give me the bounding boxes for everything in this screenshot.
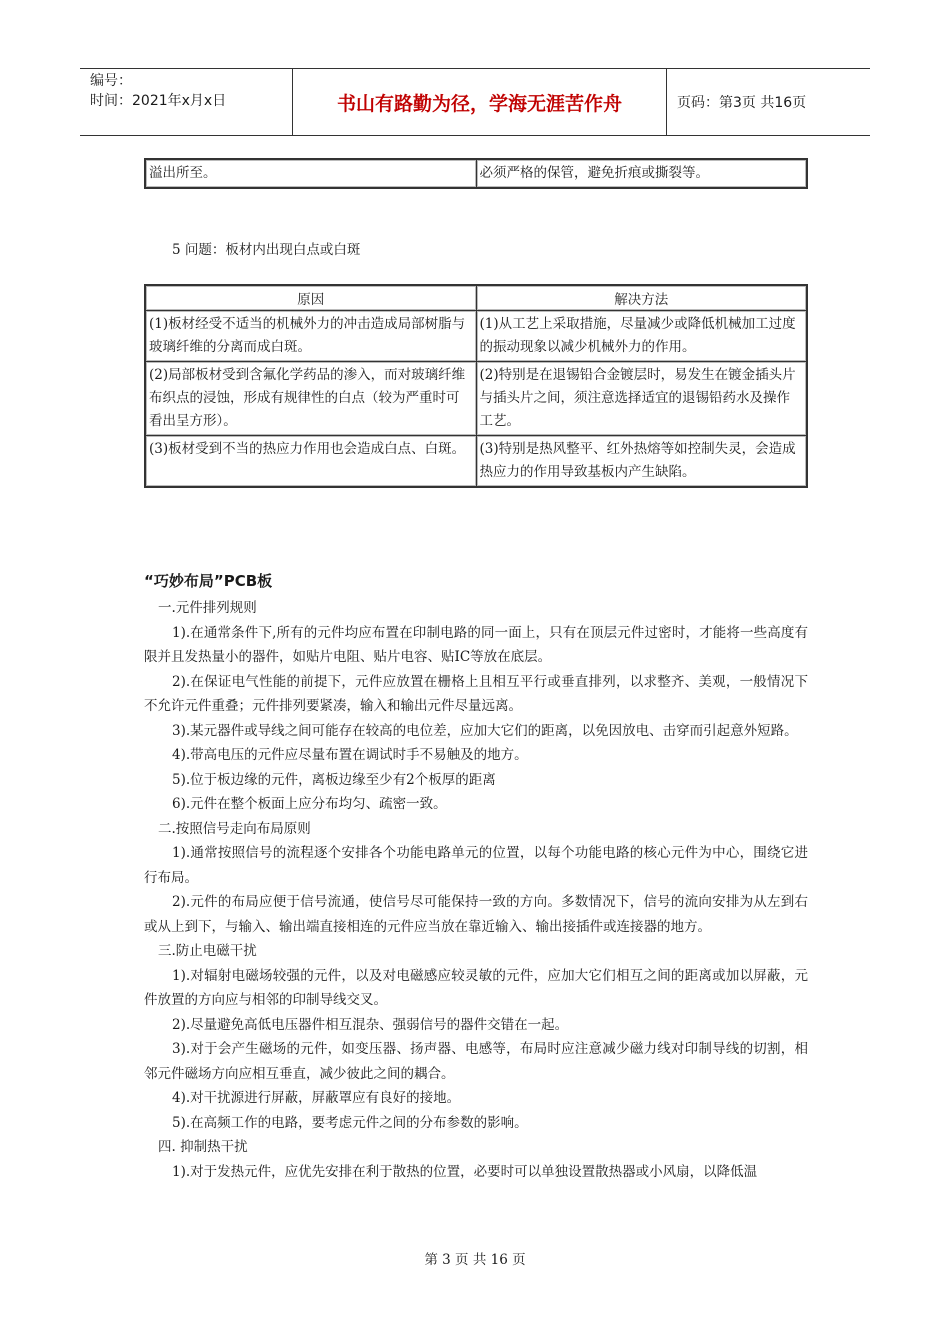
page-header <box>80 68 870 136</box>
header-motto: 书山有路勤为径，学海无涯苦作舟 <box>293 69 667 135</box>
paragraph: 6).元件在整个板面上应分布均匀、疏密一致。 <box>172 796 447 812</box>
paragraph: 5).位于板边缘的元件，离板边缘至少有2个板厚的距离 <box>172 771 496 788</box>
article-title: “巧妙布局”PCB板 <box>144 572 273 590</box>
section-heading: 四. 抑制热干扰 <box>158 1139 248 1155</box>
paragraph: 1).通常按照信号的流程逐个安排各个功能电路单元的位置，以每个功能电路的核心元件为中心，围绕它进行布局。 <box>144 845 808 886</box>
header-meta <box>80 69 293 135</box>
article-body <box>144 596 808 1184</box>
paragraph: 2).元件的布局应便于信号流通，使信号尽可能保持一致的方向。多数情况下，信号的流向安排为从左到右或从上到下，与输入、输出端直接相连的元件应当放在靠近输入、输出接插件或连接器的地方。 <box>144 894 808 935</box>
table-cell: (2)局部板材受到含氟化学药品的渗入，而对玻璃纤维布织点的浸蚀，形成有规律性的白点（较为严重时可看出呈方形）。 <box>145 362 476 436</box>
paragraph: 2).尽量避免高低电压器件相互混杂、强弱信号的器件交错在一起。 <box>172 1016 569 1033</box>
table-cell: (1)板材经受不适当的机械外力的冲击造成局部树脂与玻璃纤维的分离而成白斑。 <box>145 311 476 362</box>
paragraph: 3).某元器件或导线之间可能存在较高的电位差，应加大它们的距离，以免因放电、击穿而引起意外短路。 <box>172 722 798 739</box>
page-footer: 第 3 页 共 16 页 <box>424 1252 526 1268</box>
column-header-cause: 原因 <box>145 285 476 311</box>
header-number: 编号： <box>90 73 132 89</box>
continued-table <box>144 158 808 189</box>
table-row <box>145 311 807 362</box>
table-cell: 必须严格的保管，避免折痕或撕裂等。 <box>476 159 807 188</box>
table-cell: (1)从工艺上采取措施，尽量减少或降低机械加工过度的振动现象以减少机械外力的作用。 <box>476 311 807 362</box>
table-row <box>145 436 807 488</box>
paragraph: 3).对于会产生磁场的元件，如变压器、扬声器、电感等，布局时应注意减少磁力线对印制导线的切割，相邻元件磁场方向应相互垂直，减少彼此之间的耦合。 <box>144 1041 808 1082</box>
paragraph: 4).带高电压的元件应尽量布置在调试时手不易触及的地方。 <box>172 747 528 763</box>
header-page-info: 页码：第3页 共16页 <box>677 95 807 111</box>
paragraph: 2).在保证电气性能的前提下，元件应放置在栅格上且相互平行或垂直排列，以求整齐、美观，一般情况下不允许元件重叠；元件排列要紧凑，输入和输出元件尽量远离。 <box>144 673 808 714</box>
table-cell: (3)特别是热风整平、红外热熔等如控制失灵，会造成热应力的作用导致基板内产生缺陷。 <box>476 436 807 488</box>
problem-5-title: 5 问题：板材内出现白点或白斑 <box>172 242 361 258</box>
table-row <box>145 362 807 436</box>
section-heading: 二.按照信号走向布局原则 <box>158 820 311 837</box>
column-header-solution: 解决方法 <box>476 285 807 311</box>
paragraph: 1).在通常条件下,所有的元件均应布置在印制电路的同一面上，只有在顶层元件过密时，才能将一些高度有限并且发热量小的器件，如贴片电阻、贴片电容、贴IC等放在底层。 <box>144 624 808 665</box>
paragraph: 1).对辐射电磁场较强的元件，以及对电磁感应较灵敏的元件，应加大它们相互之间的距离或加以屏蔽，元件放置的方向应与相邻的印制导线交叉。 <box>144 967 808 1008</box>
paragraph: 1).对于发热元件，应优先安排在利于散热的位置，必要时可以单独设置散热器或小风扇，以降低温 <box>172 1163 758 1180</box>
paragraph: 4).对干扰源进行屏蔽，屏蔽罩应有良好的接地。 <box>172 1090 461 1106</box>
paragraph: 5).在高频工作的电路，要考虑元件之间的分布参数的影响。 <box>172 1114 528 1131</box>
table-cell: (2)特别是在退锡铅合金镀层时，易发生在镀金插头片与插头片之间，须注意选择适宜的退锡铅药水及操作工艺。 <box>476 362 807 436</box>
table-cell: 溢出所至。 <box>145 159 476 188</box>
header-time: 时间：2021年x月x日 <box>90 93 227 109</box>
table-cell: (3)板材受到不当的热应力作用也会造成白点、白斑。 <box>145 436 476 488</box>
section-heading: 三.防止电磁干扰 <box>158 943 257 959</box>
section-heading: 一.元件排列规则 <box>158 600 257 616</box>
problem-table <box>144 284 808 488</box>
